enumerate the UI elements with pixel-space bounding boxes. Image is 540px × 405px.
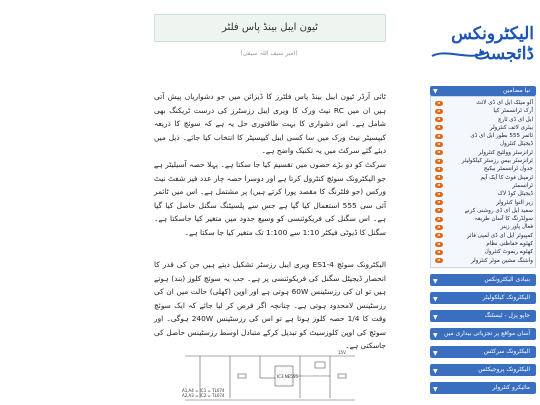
list-item[interactable] — [431, 174, 535, 182]
logo-text: الیکٹرونکس ڈائجسٹ — [451, 24, 534, 64]
bullet-icon — [435, 225, 443, 230]
category-label: بنیادی الیکٹرونکس — [484, 275, 530, 283]
list-item[interactable] — [431, 124, 535, 132]
chevron-down-icon: ▼ — [433, 331, 438, 339]
list-item-label: بیٹری لائف کنٹرولر — [489, 124, 533, 131]
list-item[interactable] — [431, 182, 535, 190]
bullet-icon — [435, 200, 443, 205]
bullet-icon — [435, 258, 443, 263]
category-label: آسان مواقع پر تجزیاتی بیداری میں — [444, 329, 530, 337]
chevron-down-icon: ▼ — [433, 349, 438, 357]
article-paragraph-1: ٹائی آرڈر ٹیون ایبل بینڈ پاس فلٹرز کا ڈیزائن میں جو دشواریاں پیش آتی ہیں ان میں RC نیٹ ورک کا ویری ایبل رزسٹرز کی درست ٹریکنگ بھی شامل ہے۔ اس دشواری کا بہت طاقتوری حل یہ ہے کہ سوئچ کا ذریعہ کیپسیٹر نیٹ ورک میں سا کسی ایبل کیپسیٹر کا انتخاب کیا جائے۔ ذیل میں دیئے گئے سرکٹ میں یہ تکنیک واضح ہے۔ — [154, 92, 386, 155]
list-item[interactable] — [431, 223, 535, 231]
list-item-label: آلو میٹک ایل ای ڈی لائٹ — [476, 100, 533, 106]
category-testing[interactable] — [430, 310, 536, 322]
chevron-down-icon: ▼ — [433, 313, 438, 321]
bullet-icon — [435, 159, 443, 164]
category-label: الیکٹرونک کیلکولیٹر — [482, 293, 530, 301]
article-paragraph-2: سرکٹ کو دو بڑے حصوں میں تقسیم کیا جا سکتا ہے۔ پہلا حصہ آسیلیٹر ہے جو الیکٹرونک سوئچ کنٹرول کرتا ہے اور دوسرا حصہ چار عدد فیز شفٹ نیٹ ورکس (جو فلٹرنگ کا مقصد پورا کرتے ہیں) پر مشتمل ہے۔ اس میں ٹائمر آئی سی 555 استعمال کیا گیا ہے جس سے پلسیٹنگ سگنل حاصل کیا گیا ہے۔ اس سگنل کی فریکوئنسی کو وسیع حدود میں متغیر کیا جاسکتا ہے۔ سگنل کا ڈیوٹی فیکٹر 1:10 سے 1:100 تک متغیر کیا جا سکتا ہے۔ — [154, 160, 386, 237]
sidebar-header-label: نیا مضامین — [502, 87, 530, 94]
list-item[interactable] — [431, 107, 535, 115]
circuit-note-1: A1,A4 = IC1 = TL074 — [182, 388, 225, 393]
list-item[interactable] — [431, 157, 535, 165]
list-item[interactable] — [431, 165, 535, 173]
bullet-icon — [435, 192, 443, 197]
list-item[interactable] — [431, 99, 535, 107]
bullet-icon — [435, 217, 443, 222]
bullet-icon — [435, 233, 443, 238]
list-item[interactable] — [431, 248, 535, 256]
list-item-label: زیر التوا کنٹرولر — [496, 199, 533, 206]
site-logo[interactable] — [428, 22, 536, 66]
chevron-down-icon: ▼ — [433, 88, 438, 95]
bullet-icon — [435, 242, 443, 247]
bullet-icon — [435, 250, 443, 255]
category-projects[interactable] — [430, 364, 536, 376]
category-label: الیکٹرونک سرکٹس — [483, 347, 530, 355]
category-label: الیکٹرونک پروجیکٹس — [478, 365, 530, 373]
list-item-label: ٹائمر 555 بطور ایل ای ڈی — [470, 133, 533, 140]
list-item-label: سولڈرنگ کا آسان طریقہ — [474, 216, 533, 223]
bullet-icon — [435, 167, 443, 172]
chevron-down-icon: ▼ — [433, 367, 438, 375]
list-item[interactable] — [431, 232, 535, 240]
bullet-icon — [435, 142, 443, 147]
circuit-voltage-label: 15V — [338, 350, 346, 355]
list-item-label: ٹرانسمٹر — [512, 182, 533, 189]
article-title: ٹیون ایبل بینڈ پاس فلٹر — [154, 14, 386, 42]
category-microcontroller[interactable] — [430, 382, 536, 394]
bullet-icon — [435, 117, 443, 122]
list-item[interactable] — [431, 215, 535, 223]
list-item[interactable] — [431, 207, 535, 215]
bullet-icon — [435, 183, 443, 188]
list-item-label: ایل ای ڈی ٹارچ — [497, 116, 533, 123]
chevron-down-icon: ▼ — [433, 295, 438, 303]
list-item-label: کھٹوے حفاظتی نظام — [486, 241, 533, 248]
list-item[interactable] — [431, 190, 535, 198]
bullet-icon — [435, 125, 443, 130]
logo-swoosh-icon — [430, 48, 490, 60]
category-awareness[interactable] — [430, 328, 536, 340]
list-item[interactable] — [431, 257, 535, 265]
circuit-note-2: A2,A3 = IC2 = TL074 — [182, 393, 225, 398]
sidebar — [430, 86, 536, 394]
chevron-down-icon: ▼ — [433, 277, 438, 285]
list-item-label: واشنگ مشین موٹر کنٹرولر — [470, 257, 533, 264]
bullet-icon — [435, 101, 443, 106]
list-item[interactable] — [431, 132, 535, 140]
list-item[interactable] — [431, 240, 535, 248]
list-item-label: فعال پاور زینر — [500, 224, 533, 231]
list-item-label: کمپیوٹر ایل ای ڈی لمپی فائر — [466, 232, 533, 239]
category-label: مائیکرو کنٹرولر — [492, 383, 530, 391]
list-item-label: ٹرانزسٹر وولٹیج کنٹرولر — [478, 149, 533, 156]
circuit-ic-label: IC3 NE555 — [277, 374, 298, 379]
list-item-label: کھٹوے ریموٹ کنٹرول — [484, 249, 533, 256]
list-item[interactable] — [431, 149, 535, 157]
list-item-label: ڈیجیٹل کنٹرول — [500, 141, 533, 148]
list-item-label: ٹرمینل فوٹ کا آیک آیم — [480, 174, 533, 181]
bullet-icon — [435, 150, 443, 155]
article — [150, 10, 388, 405]
list-item-label: ڈیجیٹل کوڈ لاک — [497, 191, 533, 198]
list-item[interactable] — [431, 140, 535, 148]
chevron-down-icon: ▼ — [433, 385, 438, 393]
bullet-icon — [435, 134, 443, 139]
list-item-label: سفید ایل ای ڈی روشنی کرنے — [464, 207, 533, 214]
bullet-icon — [435, 175, 443, 180]
category-label: جاپو پزل - ٹیسٹنگ — [484, 311, 530, 319]
category-circuits[interactable] — [430, 346, 536, 358]
circuit-diagram — [180, 348, 360, 405]
category-basic-electronics[interactable] — [430, 274, 536, 286]
article-paragraph-3: الیکٹرونک سوئچ ES1-4 ویری ایبل رزسٹر تشکیل دیتے ہیں جن کی قدر کا انحصار ڈیجیٹل سگنل کی فریکوئنسی پر ہے۔ جب یہ سوئچ کلوز (بند) ہوتے ہیں تو ان کی رزسٹینس 60W ہوتی ہے اور اوپن (کھلی) حالت میں ان کی رزسٹینس لامحدود ہوتی ہے۔ چنانچہ اگر فرض کر لیا جائے کہ ایک سوئچ وقت کا 1/4 حصہ کلوز ہوتا ہے تو اس کی رزسٹینس 240W ہوگی۔ اور سوئچ کی اوپن کلوزسیٹ کو تبدیل کرکے متبادل اوسط رزسٹینس حاصل کی جاسکتی ہے۔ — [154, 260, 387, 350]
category-calculator[interactable] — [430, 292, 536, 304]
article-byline: (امیر سیف اللہ سیفی) — [240, 50, 298, 57]
sidebar-header[interactable] — [430, 86, 536, 96]
sidebar-article-list — [430, 96, 536, 268]
bullet-icon — [435, 208, 443, 213]
list-item-label: ٹرانزسٹر بیس رزسٹر کیلکولیٹر — [461, 158, 533, 165]
list-item[interactable] — [431, 199, 535, 207]
list-item-label: جدول ٹرانسمٹر بیکیج — [483, 166, 533, 173]
bullet-icon — [435, 109, 443, 114]
list-item-label: آرک ٹرانسمٹر کیا — [493, 108, 533, 115]
list-item[interactable] — [431, 116, 535, 124]
